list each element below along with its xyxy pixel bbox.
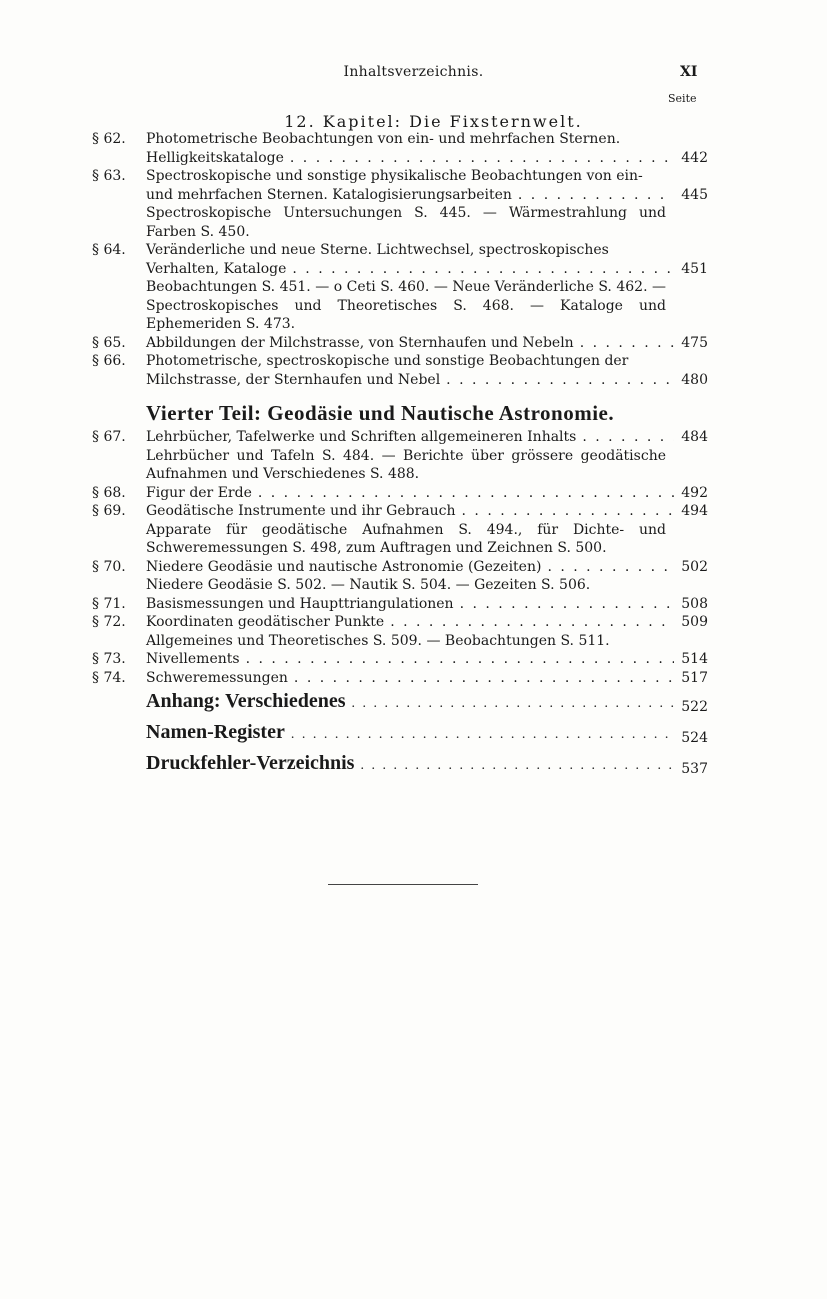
column-label-seite: Seite — [668, 92, 697, 105]
leader-dots — [292, 260, 674, 279]
entry-text — [146, 558, 674, 577]
appendix-line — [146, 718, 674, 749]
end-rule — [328, 884, 478, 885]
page-number: 524 — [681, 730, 708, 746]
entry-text — [146, 484, 674, 503]
toc-entry — [0, 595, 827, 614]
entry-text — [146, 428, 674, 447]
page-number: 475 — [681, 334, 708, 351]
toc-entry — [0, 613, 827, 632]
entry-subtopics: Spectroskopische Untersuchungen S. 445. — Wärmestrahlung und Farben S. 450. — [146, 205, 666, 240]
entry-text — [146, 595, 674, 614]
entry-last-line — [146, 502, 674, 521]
section-number: § 62. — [92, 131, 126, 147]
toc-entries — [0, 130, 827, 780]
section-number: § 68. — [92, 484, 126, 501]
entry-line: Photometrische Beobachtungen von ein- und mehrfachen Sternen. — [146, 131, 621, 147]
leader-dots — [446, 371, 674, 390]
page-number: 502 — [681, 558, 708, 575]
appendix-entry — [0, 749, 827, 780]
entry-last-line — [146, 260, 674, 279]
entry-subtopics: Beobachtungen S. 451. — o Ceti S. 460. — Neue Veränderliche S. 462. — Spectroskopisches und Theoretisches S. 468. — Kataloge und Ephemeriden S. 473. — [146, 279, 666, 332]
appendix-text — [146, 687, 674, 718]
entry-line: Helligkeitskataloge — [146, 149, 284, 166]
entry-line: und mehrfachen Sternen. Katalogisierungsarbeiten — [146, 186, 512, 203]
entry-subtopics: Niedere Geodäsie S. 502. — Nautik S. 504. — Gezeiten S. 506. — [146, 577, 591, 593]
toc-entry — [0, 669, 827, 688]
entry-line: Niedere Geodäsie und nautische Astronomie (Gezeiten) — [146, 558, 542, 575]
appendix-label: Namen-Register — [146, 721, 285, 743]
section-number: § 74. — [92, 669, 126, 686]
entry-text — [146, 650, 674, 669]
toc-block-part-4 — [0, 428, 827, 687]
entry-text — [146, 669, 674, 688]
entry-line: Schweremessungen — [146, 669, 288, 686]
entry-last-line — [146, 669, 674, 688]
toc-entry — [0, 484, 827, 503]
toc-entry — [0, 167, 827, 204]
toc-entry — [0, 334, 827, 353]
section-number: § 67. — [92, 429, 126, 445]
page-number: 517 — [681, 669, 708, 686]
entry-last-line — [146, 595, 674, 614]
leader-dots — [258, 484, 674, 503]
toc-entry — [0, 650, 827, 669]
leader-dots — [582, 428, 674, 447]
section-number: § 72. — [92, 614, 126, 630]
section-number: § 63. — [92, 168, 126, 184]
appendix-text — [146, 749, 674, 780]
entry-last-line — [146, 428, 674, 447]
appendix-label: Anhang: Verschiedenes — [146, 690, 346, 712]
section-number: § 66. — [92, 353, 126, 369]
entry-last-line — [146, 558, 674, 577]
toc-block-appendix — [0, 687, 827, 780]
toc-entry — [0, 130, 827, 167]
page-number: 514 — [681, 651, 708, 667]
leader-dots — [580, 334, 674, 353]
page-number: 451 — [681, 260, 708, 277]
entry-subtopics: Apparate für geodätische Aufnahmen S. 494., für Dichte- und Schweremessungen S. 498, zum Auftragen und Zeichnen S. 500. — [146, 521, 666, 556]
section-number: § 69. — [92, 503, 126, 519]
section-number: § 71. — [92, 595, 126, 612]
leader-dots — [351, 687, 674, 718]
leader-dots — [390, 613, 674, 632]
entry-last-line — [146, 334, 674, 353]
entry-text — [146, 613, 674, 632]
page-number: 492 — [681, 484, 708, 501]
page-number: 509 — [681, 614, 708, 630]
chapter-heading: 12. Kapitel: Die Fixsternwelt. — [284, 112, 583, 131]
toc-entry — [0, 502, 827, 521]
leader-dots — [291, 718, 674, 749]
entry-last-line — [146, 484, 674, 503]
leader-dots — [460, 595, 674, 614]
page-number-roman: XI — [680, 64, 698, 80]
entry-line: Spectroskopische und sonstige physikalische Beobachtungen von ein- — [146, 168, 643, 184]
toc-entry — [0, 241, 827, 278]
entry-line: Basismessungen und Haupttriangulationen — [146, 595, 454, 612]
toc-entry — [0, 558, 827, 577]
entry-last-line — [146, 149, 674, 168]
page-number: 484 — [681, 429, 708, 445]
entry-line: Milchstrasse, der Sternhaufen und Nebel — [146, 371, 441, 388]
leader-dots — [360, 749, 674, 780]
entry-line: Nivellements — [146, 651, 240, 667]
leader-dots — [462, 502, 674, 521]
page-number: 508 — [681, 595, 708, 612]
entry-last-line — [146, 650, 674, 669]
leader-dots — [518, 186, 674, 205]
entry-subtopics: Allgemeines und Theoretisches S. 509. — Beobachtungen S. 511. — [146, 632, 610, 649]
appendix-line — [146, 687, 674, 718]
entry-last-line — [146, 371, 674, 390]
toc-entry — [0, 352, 827, 389]
page-number: 442 — [681, 149, 708, 166]
entry-line: Koordinaten geodätischer Punkte — [146, 614, 385, 630]
leader-dots — [294, 669, 674, 688]
section-number: § 70. — [92, 558, 126, 575]
leader-dots — [547, 558, 674, 577]
entry-text — [146, 502, 674, 521]
part-heading: Vierter Teil: Geodäsie und Nautische Astronomie. — [146, 401, 615, 425]
appendix-line — [146, 749, 674, 780]
entry-text — [146, 167, 674, 204]
entry-line: Verhalten, Kataloge — [146, 260, 287, 277]
section-number: § 65. — [92, 334, 126, 351]
entry-subtopics: Lehrbücher und Tafeln S. 484. — Berichte über grössere geodätische Aufnahmen und Verschiedenes S. 488. — [146, 447, 666, 482]
entry-text — [146, 241, 674, 278]
section-number: § 73. — [92, 651, 126, 667]
entry-text — [146, 334, 674, 353]
entry-text — [146, 130, 674, 167]
toc-entry — [0, 428, 827, 447]
appendix-entry — [0, 687, 827, 718]
leader-dots — [290, 149, 674, 168]
entry-line: Lehrbücher, Tafelwerke und Schriften allgemeineren Inhalts — [146, 429, 577, 445]
section-number: § 64. — [92, 242, 126, 258]
running-header-title: Inhaltsverzeichnis. — [343, 64, 484, 80]
entry-last-line — [146, 186, 674, 205]
entry-line: Photometrische, spectroskopische und sonstige Beobachtungen der — [146, 353, 629, 369]
entry-text — [146, 352, 674, 389]
entry-line: Veränderliche und neue Sterne. Lichtwechsel, spectroskopisches — [146, 242, 609, 258]
appendix-entry — [0, 718, 827, 749]
page-number: 480 — [681, 371, 708, 388]
entry-line: Geodätische Instrumente und ihr Gebrauch — [146, 503, 456, 519]
entry-line: Abbildungen der Milchstrasse, von Sternhaufen und Nebeln — [146, 334, 574, 351]
leader-dots — [246, 650, 674, 669]
page-number: 522 — [681, 699, 708, 715]
page-number: 445 — [681, 186, 708, 203]
entry-line: Figur der Erde — [146, 484, 252, 501]
entry-last-line — [146, 613, 674, 632]
page-number: 494 — [681, 503, 708, 519]
toc-block-chapter-12 — [0, 130, 827, 389]
appendix-label: Druckfehler-Verzeichnis — [146, 752, 355, 774]
page-number: 537 — [681, 761, 708, 777]
appendix-text — [146, 718, 674, 749]
